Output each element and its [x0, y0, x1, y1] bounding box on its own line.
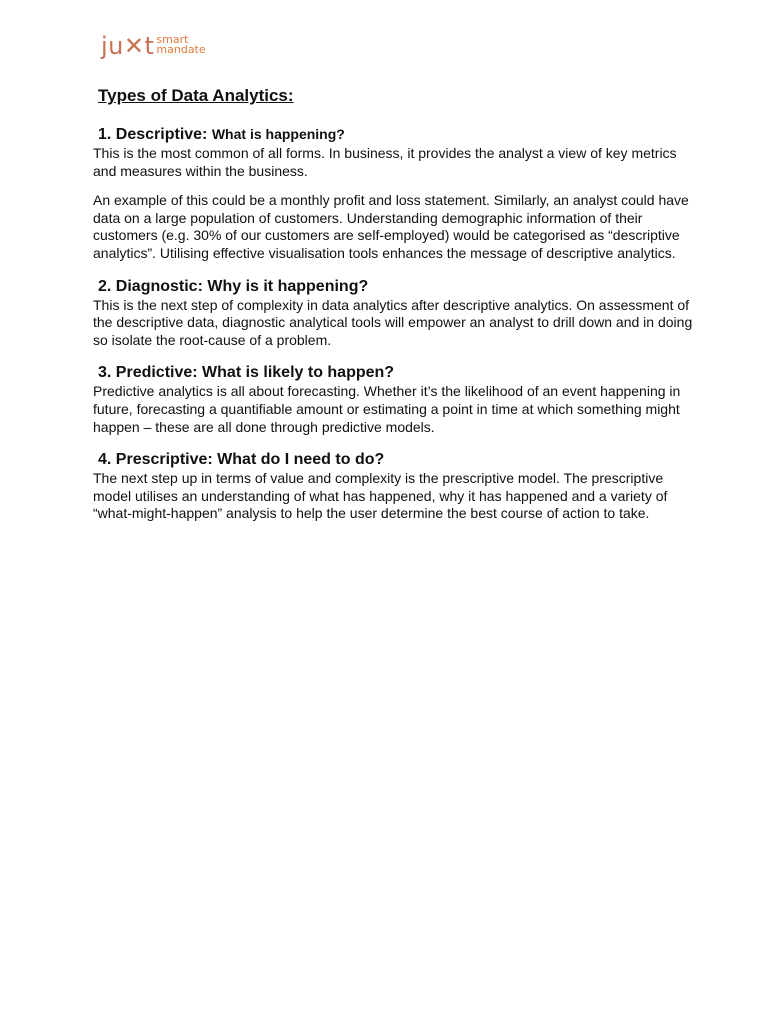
section-heading-prescriptive: 4. Prescriptive: What do I need to do?	[98, 451, 385, 469]
document-body	[93, 124, 693, 523]
section-diagnostic	[93, 277, 693, 350]
section-predictive	[93, 363, 693, 436]
section-descriptive	[93, 124, 693, 263]
brand-logo	[101, 30, 206, 58]
section-heading-descriptive-sub: What is happening?	[211, 126, 345, 142]
logo-tagline	[156, 35, 205, 55]
paragraph: The next step up in terms of value and complexity is the prescriptive model. The prescriptive model utilises an understanding of what has happened, why it has happened and a variety of “what-might-happen” analysis to help the user determine the best course of action to take.	[93, 470, 668, 522]
paragraph: This is the most common of all forms. In business, it provides the analyst a view of key metrics and measures within the business.	[93, 145, 677, 179]
section-heading-descriptive-main: 1. Descriptive:	[98, 126, 208, 143]
paragraph: An example of this could be a monthly profit and loss statement. Similarly, an analyst could have data on a large population of customers. Understanding demographic information of their customers (e.g. 30% of our customers are self-employed) would be categorised as “descriptive analytics”. Utilising effective visualisation tools enhances the message of descriptive analytics.	[93, 192, 689, 261]
section-heading-predictive: 3. Predictive: What is likely to happen?	[98, 364, 395, 382]
paragraph: This is the next step of complexity in data analytics after descriptive analytics. On assessment of the descriptive data, diagnostic analytical tools will empower an analyst to drill down and in doing so isolate the root-cause of a problem.	[93, 296, 693, 348]
paragraph: Predictive analytics is all about forecasting. Whether it’s the likelihood of an event happening in future, forecasting a quantifiable amount or estimating a point in time at which something might happen – these are all done through predictive models.	[93, 383, 681, 435]
section-heading-descriptive	[98, 124, 693, 145]
section-heading-diagnostic: 2. Diagnostic: Why is it happening?	[98, 277, 369, 295]
logo-line-smart: smart	[156, 33, 189, 46]
logo-just-text: ju✕t	[101, 32, 155, 60]
document-title: Types of Data Analytics:	[98, 86, 294, 105]
section-prescriptive	[93, 450, 693, 523]
logo-line-mandate: mandate	[156, 43, 206, 56]
